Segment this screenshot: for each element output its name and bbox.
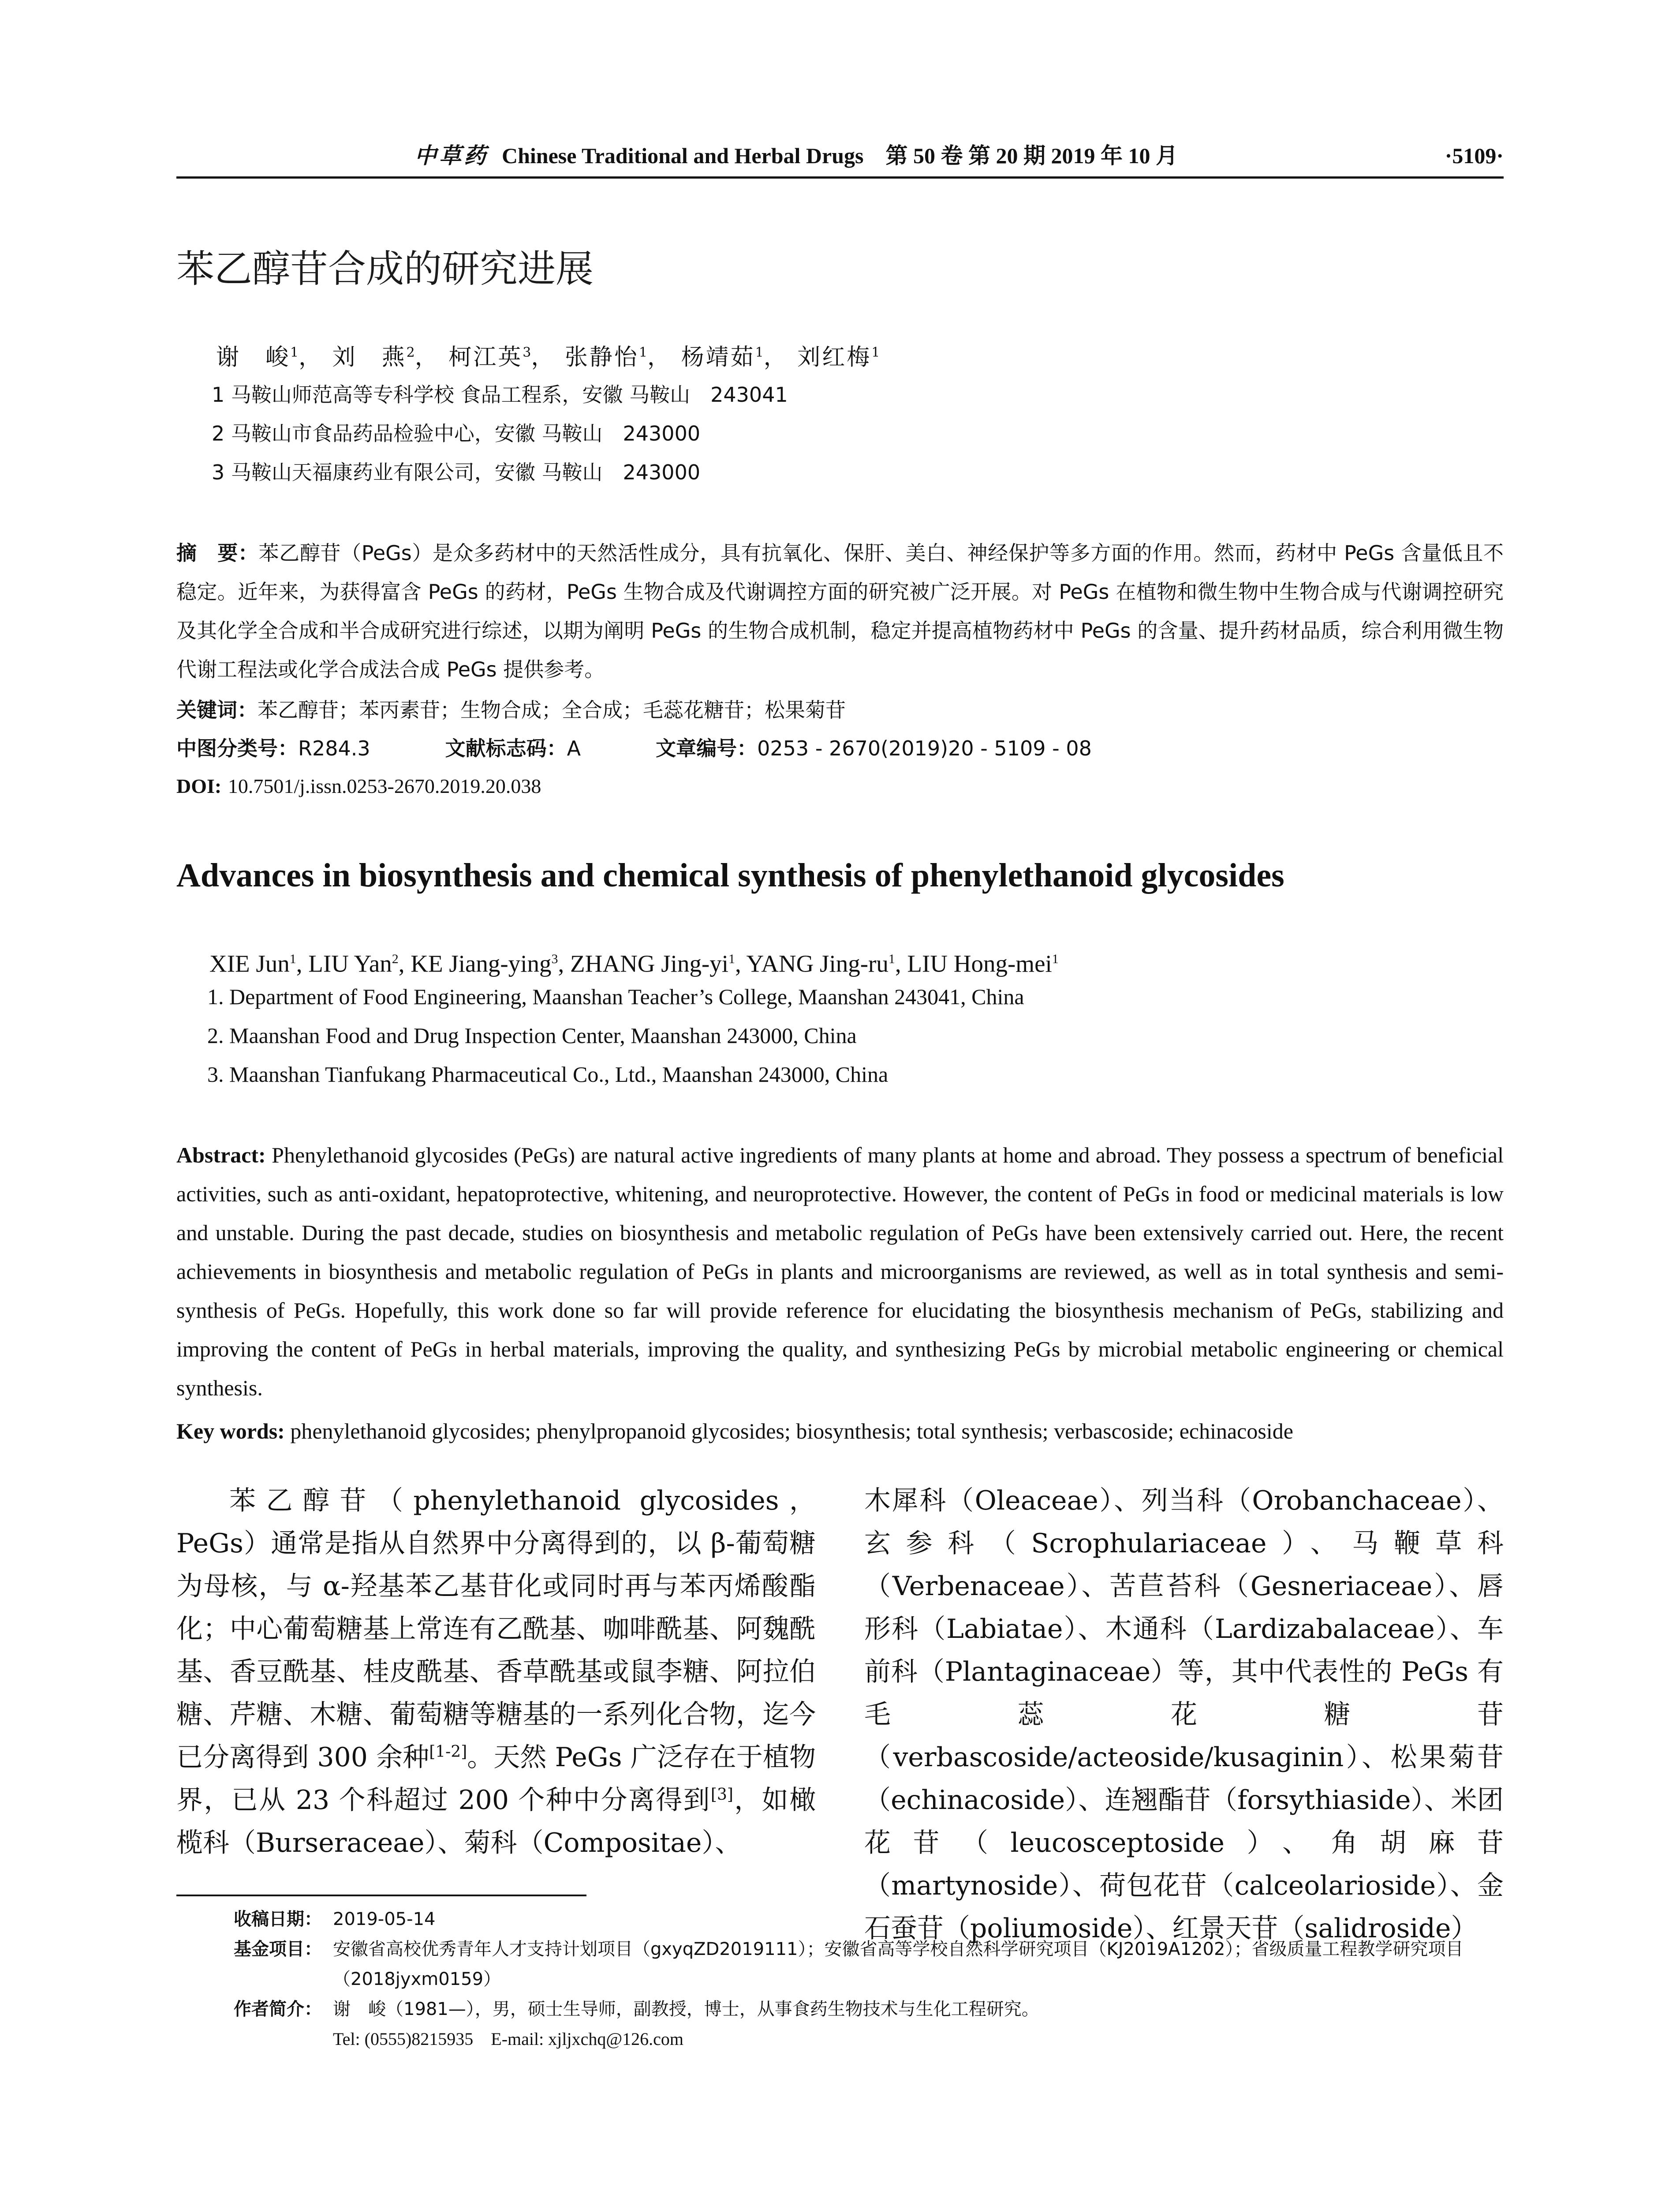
author-bio-text: 谢 峻（1981—），男，硕士生导师，副教授，博士，从事食药生物技术与生化工程研究。 — [333, 1999, 1039, 2019]
abstract-cn-text: 苯乙醇苷（PeGs）是众多药材中的天然活性成分，具有抗氧化、保肝、美白、神经保护等多方面的作用。然而，药材中 PeGs 含量低且不稳定。近年来，为获得富含 PeGs 的药材，PeGs 生物合成及代谢调控方面的研究被广泛开展。对 PeGs 在植物和微生物中生物合成与代谢调控研究及其化学全合成和半合成研究进行综述，以期为阐明 PeGs 的生物合成机制，稳定并提高植物药材中 PeGs 的含量、提升药材品质，综合利用微生物代谢工程法或化学合成法合成 PeGs 提供参考。 — [176, 541, 1504, 681]
article-no-value: 0253 - 2670(2019)20 - 5109 - 08 — [757, 736, 1092, 760]
author-cn: 杨靖茹 — [681, 344, 755, 371]
author-en: ZHANG Jing-yi — [570, 950, 729, 977]
doi-label: DOI: — [176, 775, 222, 797]
author-cn: 刘 燕 — [332, 344, 407, 371]
author-cn: 柯江英 — [448, 344, 523, 371]
author-en: KE Jiang-ying — [411, 950, 552, 977]
author-affil-sup: 1 — [888, 952, 895, 966]
author-contact: Tel: (0555)8215935 E-mail: xjljxchq@126.com — [333, 2029, 684, 2049]
body-paragraph — [176, 1480, 816, 1865]
author-cn: 张静怡 — [564, 344, 639, 371]
author-bio-label — [234, 1994, 322, 2024]
clc-label: 中图分类号： — [176, 736, 298, 760]
author-affil-sup: 1 — [1052, 952, 1059, 966]
clc-value: R284.3 — [298, 736, 370, 760]
author-affil-sup: 1 — [289, 952, 296, 966]
article-no-label: 文章编号： — [656, 736, 758, 760]
journal-info — [414, 140, 1178, 171]
abstract-en-text: Phenylethanoid glycosides (PeGs) are natural active ingredients of many plants at home and abroad. They possess a spectrum of beneficial activities, such as anti-oxidant, hepatoprotective, whitening, and neuroprotective. However, the content of PeGs in food or medicinal materials is low and unstable. During the past decade, studies on biosynthesis and metabolic regulation of PeGs have been extensively carried out. Here, the recent achievements in biosynthesis and metabolic regulation of PeGs in plants and microorganisms are reviewed, as well as in total synthesis and semi-synthesis of PeGs. Hopefully, this work done so far will provide reference for elucidating the biosynthesis mechanism of PeGs, stabilizing and improving the content of PeGs in herbal materials, improving the quality, and synthesizing PeGs by microbial metabolic engineering or chemical synthesis. — [176, 1143, 1504, 1400]
article-title-cn: 苯乙醇苷合成的研究进展 — [176, 247, 594, 291]
received-label-text: 收稿日期： — [234, 1909, 322, 1929]
author-affil-sup: 1 — [638, 345, 648, 360]
author-affil-sup: 2 — [392, 952, 399, 966]
doc-code-label: 文献标志码： — [445, 736, 567, 760]
keywords-en-label: Key words: — [176, 1419, 285, 1443]
author-list-cn: 谢 峻$^1$， 刘 燕$^2$， 柯江英$^3$， 张静怡$^1$， 杨靖茹$^1$， 刘红梅$^1$ — [216, 344, 880, 371]
abstract-cn-label: 摘 要： — [176, 541, 259, 565]
author-cn: 刘红梅 — [797, 344, 872, 371]
fund-text: 安徽省高校优秀青年人才支持计划项目（gxyqZD2019111）；安徽省高等学校自然科学研究项目（KJ2019A1202）；省级质量工程教学研究项目（2018jyxm0159） — [333, 1939, 1463, 1989]
abstract-en — [176, 1136, 1504, 1407]
keywords-cn — [176, 692, 846, 728]
affiliation-en: 2. Maanshan Food and Drug Inspection Center, Maanshan 243000, China — [207, 1023, 857, 1048]
doi-line — [176, 768, 541, 804]
affiliation-en: 3. Maanshan Tianfukang Pharmaceutical Co., Ltd., Maanshan 243000, China — [207, 1062, 889, 1087]
affiliation-cn: 1 马鞍山师范高等专科学校 食品工程系，安徽 马鞍山 243041 — [212, 383, 788, 407]
author-list-en: XIE Jun$^1$, LIU Yan$^2$, KE Jiang-ying$^3$, ZHANG Jing-$yi^1$, YANG Jing-$ru^1$, LIU Hong-mei$^1$ — [209, 950, 1059, 977]
author-cn: 谢 峻 — [216, 344, 291, 371]
author-affil-sup: 1 — [871, 345, 880, 360]
author-affil-sup: 1 — [728, 952, 735, 966]
author-affil-sup: 1 — [755, 345, 764, 360]
received-label — [234, 1904, 322, 1934]
footnote-rule — [176, 1895, 586, 1896]
body-text: 。天然 PeGs 广泛存在于植物界，已从 23 个科超过 200 个种中分离得到 — [176, 1742, 816, 1816]
body-column-right — [864, 1480, 1504, 1950]
keywords-en-text: phenylethanoid glycosides; phenylpropanoid glycosides; biosynthesis; total synthesis; verbascoside; echinacoside — [290, 1419, 1293, 1443]
body-paragraph: 木犀科（Oleaceae）、列当科（Orobanchaceae）、玄参科（Scrophulariaceae）、马鞭草科（Verbenaceae）、苦苣苔科（Gesneriaceae）、唇形科（Labiatae）、木通科（Lardizabalaceae）、车前科（Plantaginaceae）等，其中代表性的 PeGs 有毛蕊花糖苷（verbascoside/acteoside/kusaginin）、松果菊苷（echinacoside）、连翘酯苷（forsythiaside）、米团花苷（leucosceptoside）、角胡麻苷（martynoside）、荷包花苷（calceolarioside）、金石蚕苷（poliumoside）、红景天苷（salidroside） — [864, 1485, 1504, 1944]
author-en: LIU Yan — [308, 950, 392, 977]
affiliation-cn: 2 马鞍山市食品药品检验中心，安徽 马鞍山 243000 — [212, 422, 701, 445]
author-affil-sup: 2 — [406, 345, 415, 360]
body-text: ，如橄榄科（Burseraceae）、菊科（Compositae）、 — [176, 1785, 816, 1858]
fund-label — [234, 1934, 322, 1964]
affiliation-en: 1. Department of Food Engineering, Maanshan Teacher’s College, Maanshan 243041, China — [207, 984, 1024, 1009]
affiliation-cn: 3 马鞍山天福康药业有限公司，安徽 马鞍山 243000 — [212, 460, 701, 484]
page-number: ·5109· — [1445, 143, 1504, 168]
doc-code-value: A — [567, 736, 581, 760]
author-bio-label-text: 作者简介： — [234, 1999, 322, 2019]
received-date: 2019-05-14 — [333, 1909, 436, 1929]
header-rule — [176, 176, 1504, 179]
abstract-en-label: Abstract: — [176, 1143, 266, 1167]
author-affil-sup: 1 — [290, 345, 299, 360]
classification-line — [176, 731, 1092, 766]
abstract-cn — [176, 534, 1504, 689]
citation-ref: [1-2] — [429, 1743, 467, 1761]
author-en: XIE Jun — [209, 950, 290, 977]
keywords-cn-text: 苯乙醇苷；苯丙素苷；生物合成；全合成；毛蕊花糖苷；松果菊苷 — [258, 698, 846, 722]
body-column-left — [176, 1480, 816, 1865]
body-text: 苯乙醇苷（phenylethanoid glycosides，PeGs）通常是指从自然界中分离得到的，以 β-葡萄糖为母核，与 α-羟基苯乙基苷化或同时再与苯丙烯酸酯化；中心葡萄糖基上常连有乙酰基、咖啡酰基、阿魏酰基、香豆酰基、桂皮酰基、香草酰基或鼠李糖、阿拉伯糖、芹糖、木糖、葡萄糖等糖基的一系列化合物，迄今已分离得到 300 余种 — [176, 1485, 816, 1773]
author-en: YANG Jing-ru — [746, 950, 889, 977]
keywords-cn-label: 关键词： — [176, 698, 258, 722]
fund-label-text: 基金项目： — [234, 1939, 322, 1959]
doi-value: 10.7501/j.issn.0253-2670.2019.20.038 — [228, 775, 541, 797]
keywords-en — [176, 1413, 1293, 1449]
author-affil-sup: 3 — [523, 345, 531, 360]
author-affil-sup: 3 — [551, 952, 558, 966]
journal-volume-issue: Chinese Traditional and Herbal Drugs 第 50 卷 第 20 期 2019 年 10 月 — [502, 143, 1178, 168]
article-title-en: Advances in biosynthesis and chemical synthesis of phenylethanoid glycosides — [176, 857, 1284, 894]
running-header — [176, 140, 1504, 171]
journal-name-cn: 中草药 — [414, 143, 489, 168]
citation-ref: [3] — [710, 1786, 733, 1804]
author-en: LIU Hong-mei — [907, 950, 1052, 977]
